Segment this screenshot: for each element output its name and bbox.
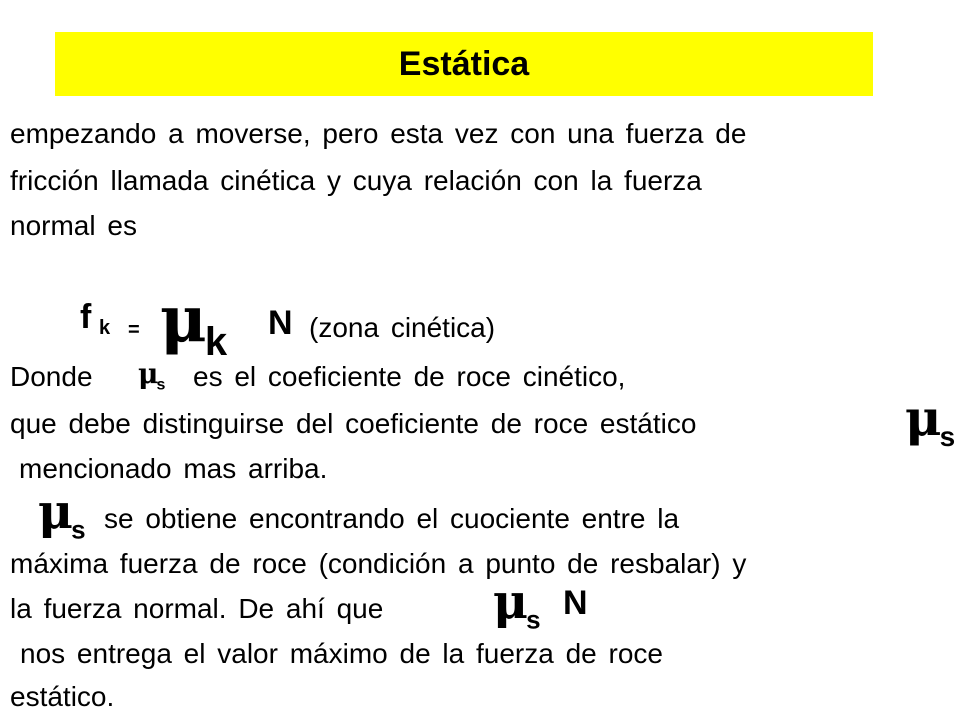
paragraph3-N: N: [563, 584, 588, 622]
mu-s-symbol-estatico: $\mu_s$: [905, 388, 954, 452]
paragraph1-line2: fricción llamada cinética y cuya relación con la fuerza: [10, 165, 702, 196]
mu-s-symbol-max: $\mu_s$: [493, 574, 539, 635]
mu-s-small-symbol: $\mu_s$: [138, 357, 164, 394]
paragraph2-line3: mencionado mas arriba.: [19, 453, 328, 484]
paragraph1-line1: empezando a moverse, pero esta vez con una fuerza de: [10, 118, 747, 149]
formula-N: N: [268, 304, 293, 342]
formula-k-subscript: k: [99, 317, 111, 339]
mu-k-symbol: $\mu_k$: [160, 282, 226, 364]
slide-title: Estática: [55, 32, 873, 96]
paragraph3-line3: la fuerza normal. De ahí que: [10, 593, 384, 624]
paragraph2-donde: Donde: [10, 361, 93, 392]
mu-s-symbol-paragraph3: $\mu_s$: [38, 484, 84, 545]
formula-f: f: [80, 298, 92, 336]
paragraph3-line5: estático.: [10, 681, 115, 712]
paragraph1-line3: normal es: [10, 210, 137, 241]
paragraph2-line2: que debe distinguirse del coeficiente de roce estático: [10, 408, 697, 439]
paragraph3-line4: nos entrega el valor máximo de la fuerza de roce: [20, 638, 663, 669]
paragraph3-line2: máxima fuerza de roce (condición a punto de resbalar) y: [10, 548, 747, 579]
formula-zone-text: (zona cinética): [309, 312, 496, 343]
paragraph2-rest1: es el coeficiente de roce cinético,: [193, 361, 626, 392]
formula-equals: =: [128, 319, 140, 341]
paragraph3-line1: se obtiene encontrando el cuociente entre la: [104, 503, 680, 534]
